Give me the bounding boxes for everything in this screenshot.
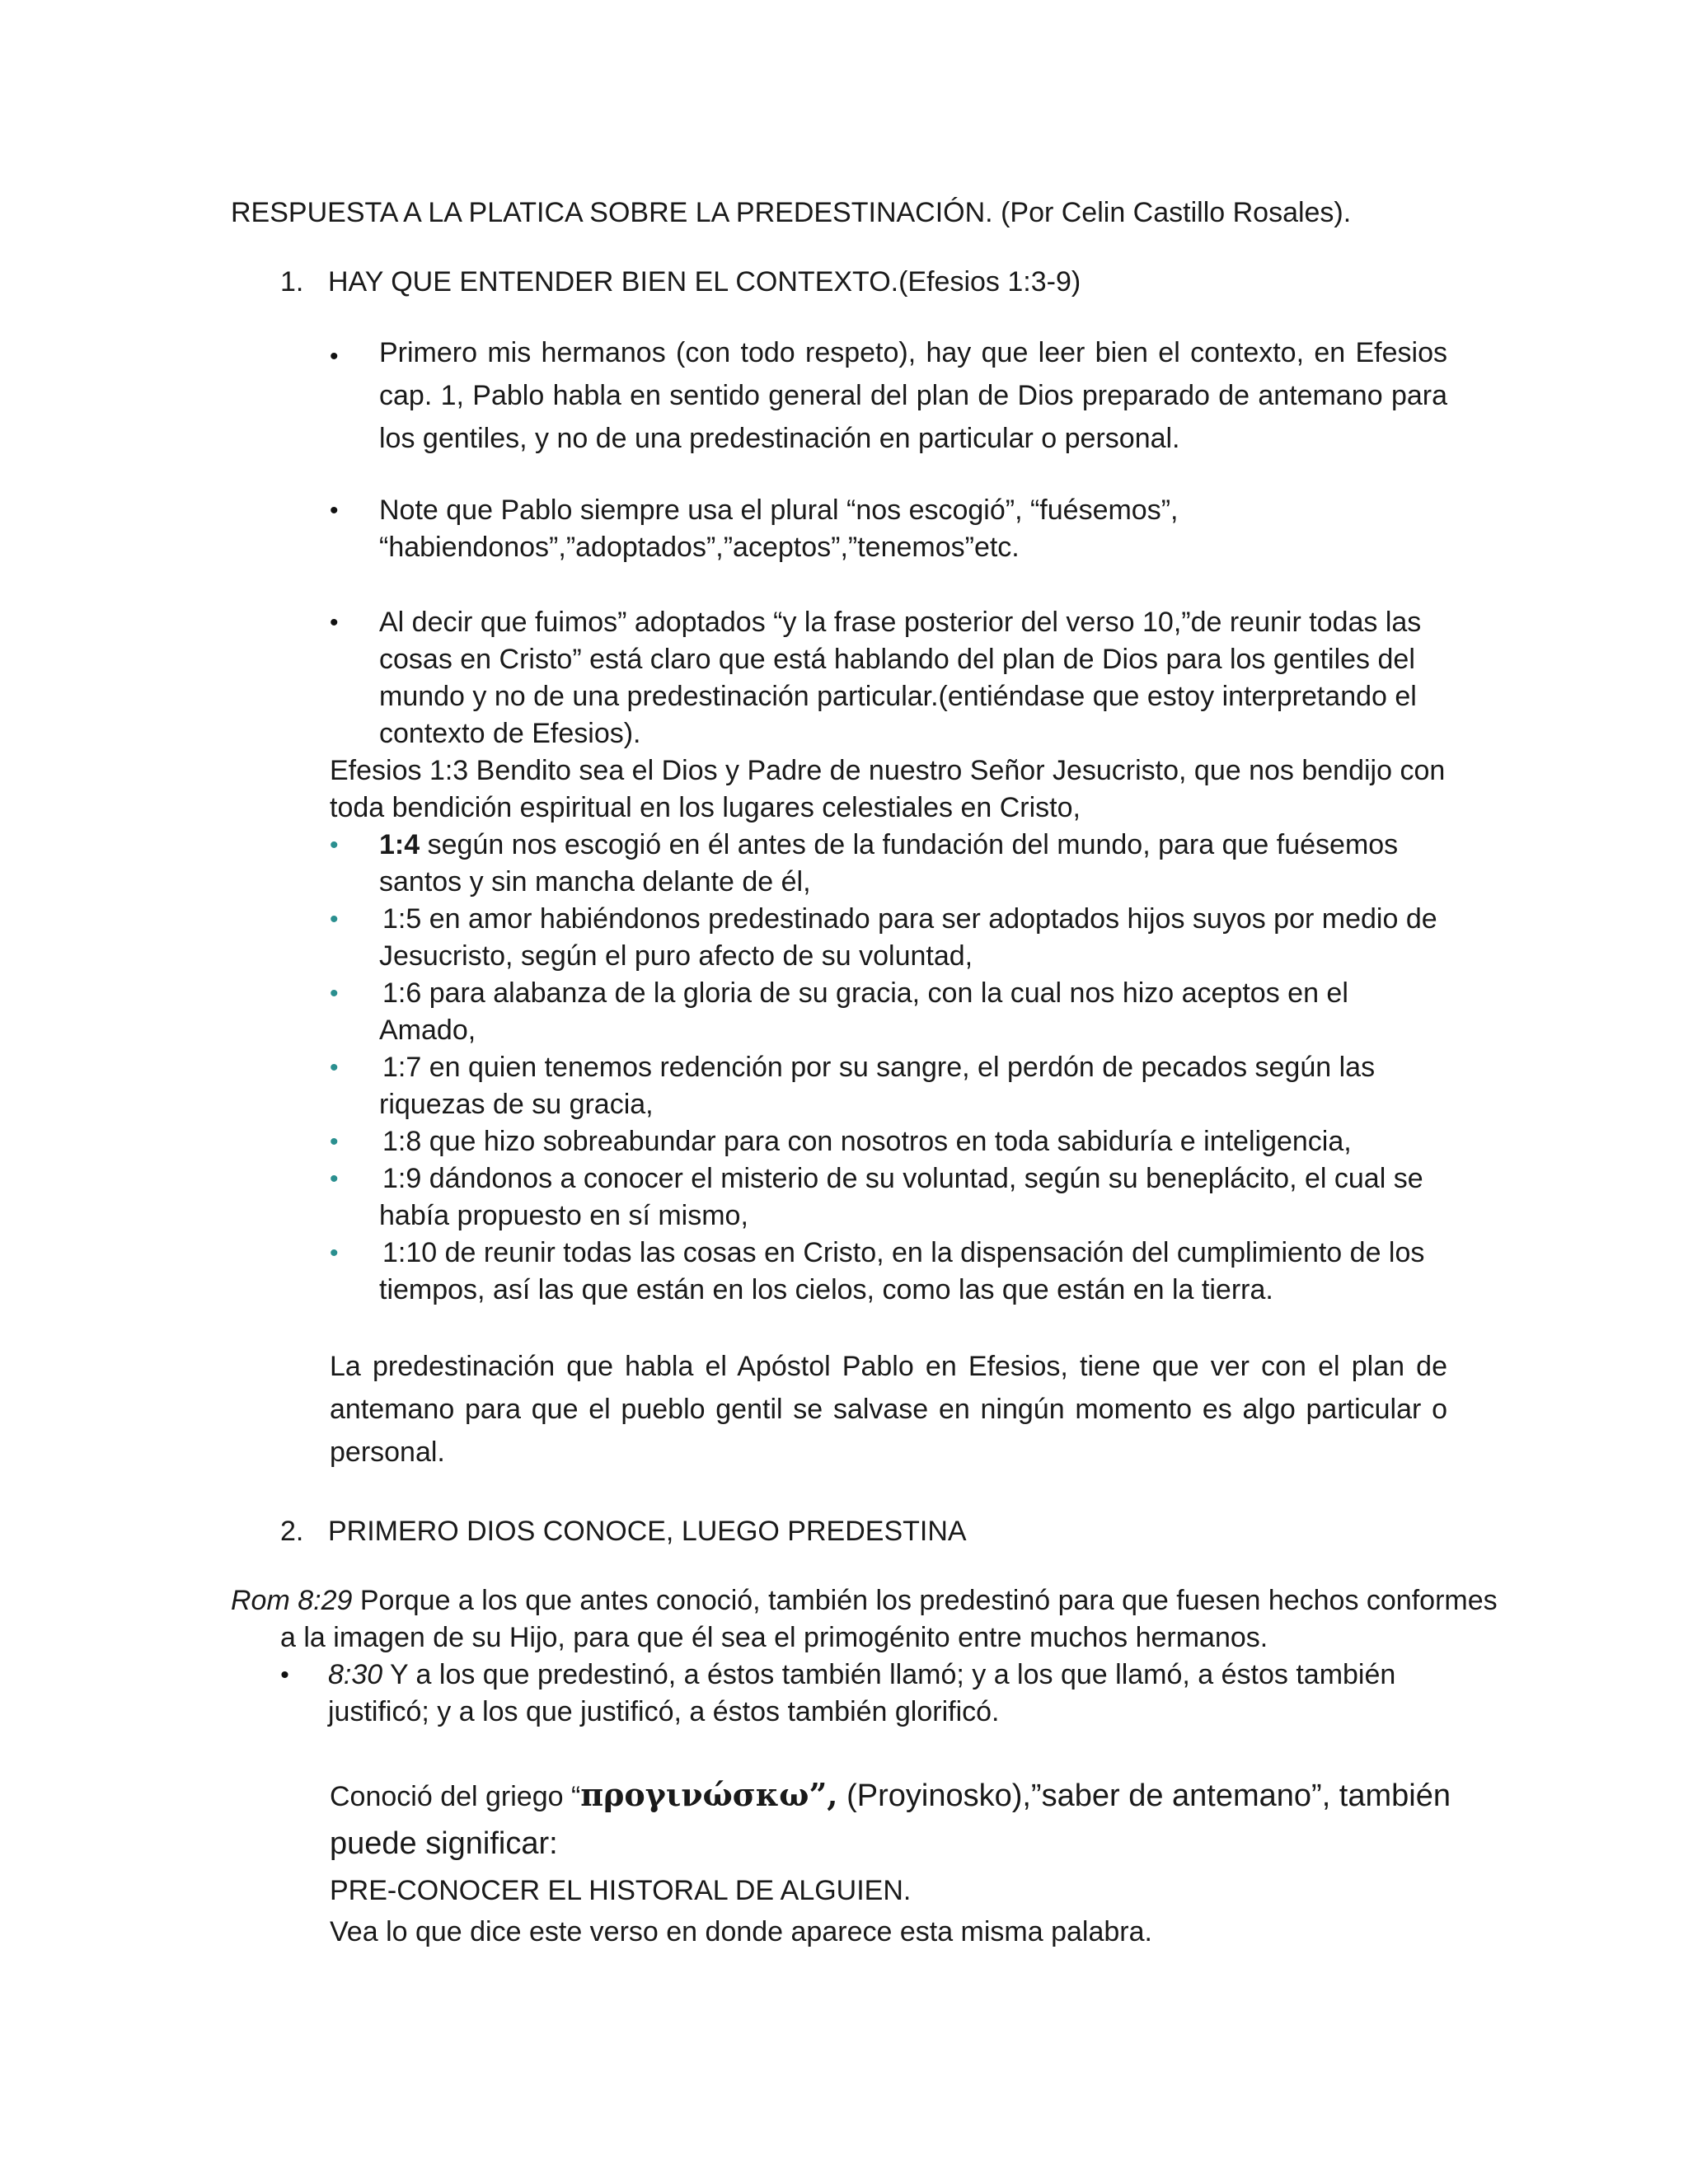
bullet-icon: • [330, 1054, 339, 1081]
verse-text: que hizo sobreabundar para con nosotros en toda sabiduría e inteligencia, [421, 1126, 1352, 1157]
verse-text: según nos escogió en él antes de la fundación del mundo, para que fuésemos santos y sin mancha delante de él, [379, 829, 1399, 898]
verse-item [379, 827, 1451, 901]
greek-close-quote: ”, [809, 1776, 838, 1813]
closing-line: Vea lo que dice este verso en donde aparece esta misma palabra. [330, 1916, 1152, 1947]
greek-definition-line2: puede significar: [330, 1826, 558, 1861]
greek-suffix: (Proyinosko),”saber de antemano”, también [837, 1779, 1451, 1813]
bullet-icon: • [330, 1165, 339, 1193]
verse-item [379, 1235, 1451, 1309]
verse-item [379, 1160, 1451, 1235]
verse-text: para alabanza de la gloria de su gracia, con la cual nos hizo aceptos en el Amado, [379, 977, 1348, 1046]
bullet-icon: • [330, 497, 339, 524]
document-title: RESPUESTA A LA PLATICA SOBRE LA PREDESTINACIÓN. (Por Celin Castillo Rosales). [231, 197, 1352, 228]
verse-text: en quien tenemos redención por su sangre, el perdón de pecados según las riquezas de su gracia, [379, 1052, 1376, 1120]
section-1-number: 1. [280, 266, 304, 298]
bullet-icon: • [330, 980, 339, 1007]
greek-definition-line [330, 1776, 1451, 1816]
bullet-icon: • [330, 1240, 339, 1267]
bullet-icon: • [330, 1128, 339, 1155]
verse-ref: 1:5 [382, 903, 422, 935]
section-2-heading: PRIMERO DIOS CONOCE, LUEGO PREDESTINA [328, 1516, 967, 1547]
verse-item [379, 901, 1451, 975]
verse-text: Porque a los que antes conoció, también los predestinó para que fuesen hechos conformes a la imagen de su Hijo, para que él sea el primogénito entre muchos hermanos. [280, 1585, 1498, 1653]
verse-ref: 1:9 [382, 1163, 422, 1194]
verse-text: en amor habiéndonos predestinado para ser adoptados hijos suyos por medio de Jesucristo, según el puro afecto de su voluntad, [379, 903, 1437, 972]
bullet-icon: • [330, 906, 339, 933]
verse-ref: 8:30 [328, 1659, 383, 1690]
greek-word: προγινώσκω [580, 1776, 809, 1813]
verse-ref: 1:6 [382, 977, 422, 1009]
verse-ref: 1:10 [382, 1237, 438, 1268]
greek-prefix: Conoció del griego “ [330, 1781, 581, 1812]
verse-ref: 1:7 [382, 1052, 422, 1083]
verse-text: dándonos a conocer el misterio de su voluntad, según su beneplácito, el cual se había propuesto en sí mismo, [379, 1163, 1423, 1231]
bullet-paragraph-2-line1: Note que Pablo siempre usa el plural “nos escogió”, “fuésemos”, [379, 494, 1179, 526]
bullet-paragraph-1: Primero mis hermanos (con todo respeto), hay que leer bien el contexto, en Efesios cap. 1, Pablo habla en sentido general del plan de Dios preparado de antemano para los gentiles, y no de una predestinación en particular o personal. [379, 337, 1447, 454]
conclusion-paragraph: La predestinación que habla el Apóstol Pablo en Efesios, tiene que ver con el plan de antemano para que el pueblo gentil se salvase en ningún momento es algo particular o personal. [330, 1351, 1447, 1468]
section-1-heading: HAY QUE ENTENDER BIEN EL CONTEXTO.(Efesios 1:3-9) [328, 266, 1081, 298]
verse-ref: Rom 8:29 [231, 1585, 353, 1616]
bullet-icon: • [330, 343, 339, 370]
bullet-paragraph-3: Al decir que fuimos” adoptados “y la frase posterior del verso 10,”de reunir todas las cosas en Cristo” está claro que está hablando del plan de Dios para los gentiles del mundo y no de una predestinación particular.(entiéndase que estoy interpretando el contexto de Efesios). [379, 607, 1422, 749]
verse-ref: 1:4 [379, 829, 420, 860]
verse-item [379, 975, 1451, 1049]
verse-romanos-8-29 [231, 1582, 1500, 1657]
verse-ref: 1:8 [382, 1126, 422, 1157]
verse-item [379, 1123, 1451, 1160]
bullet-icon: • [330, 609, 339, 636]
verse-efesios-1-3: Efesios 1:3 Bendito sea el Dios y Padre de nuestro Señor Jesucristo, que nos bendijo con toda bendición espiritual en los lugares celestiales en Cristo, [330, 755, 1446, 823]
verse-item [379, 1049, 1451, 1123]
verse-text: Y a los que predestinó, a éstos también llamó; y a los que llamó, a éstos también justificó; y a los que justificó, a éstos también glorificó. [328, 1659, 1396, 1727]
bullet-icon: • [330, 832, 339, 859]
bullet-icon: • [280, 1661, 289, 1689]
bullet-paragraph-2-line2: “habiendonos”,”adoptados”,”aceptos”,”tenemos”etc. [379, 532, 1020, 563]
section-2-number: 2. [280, 1516, 304, 1547]
verse-romanos-8-30 [328, 1657, 1449, 1731]
verse-text: de reunir todas las cosas en Cristo, en la dispensación del cumplimiento de los tiempos, así las que están en los cielos, como las que están en la tierra. [379, 1237, 1425, 1305]
historial-line: PRE-CONOCER EL HISTORAL DE ALGUIEN. [330, 1875, 912, 1906]
